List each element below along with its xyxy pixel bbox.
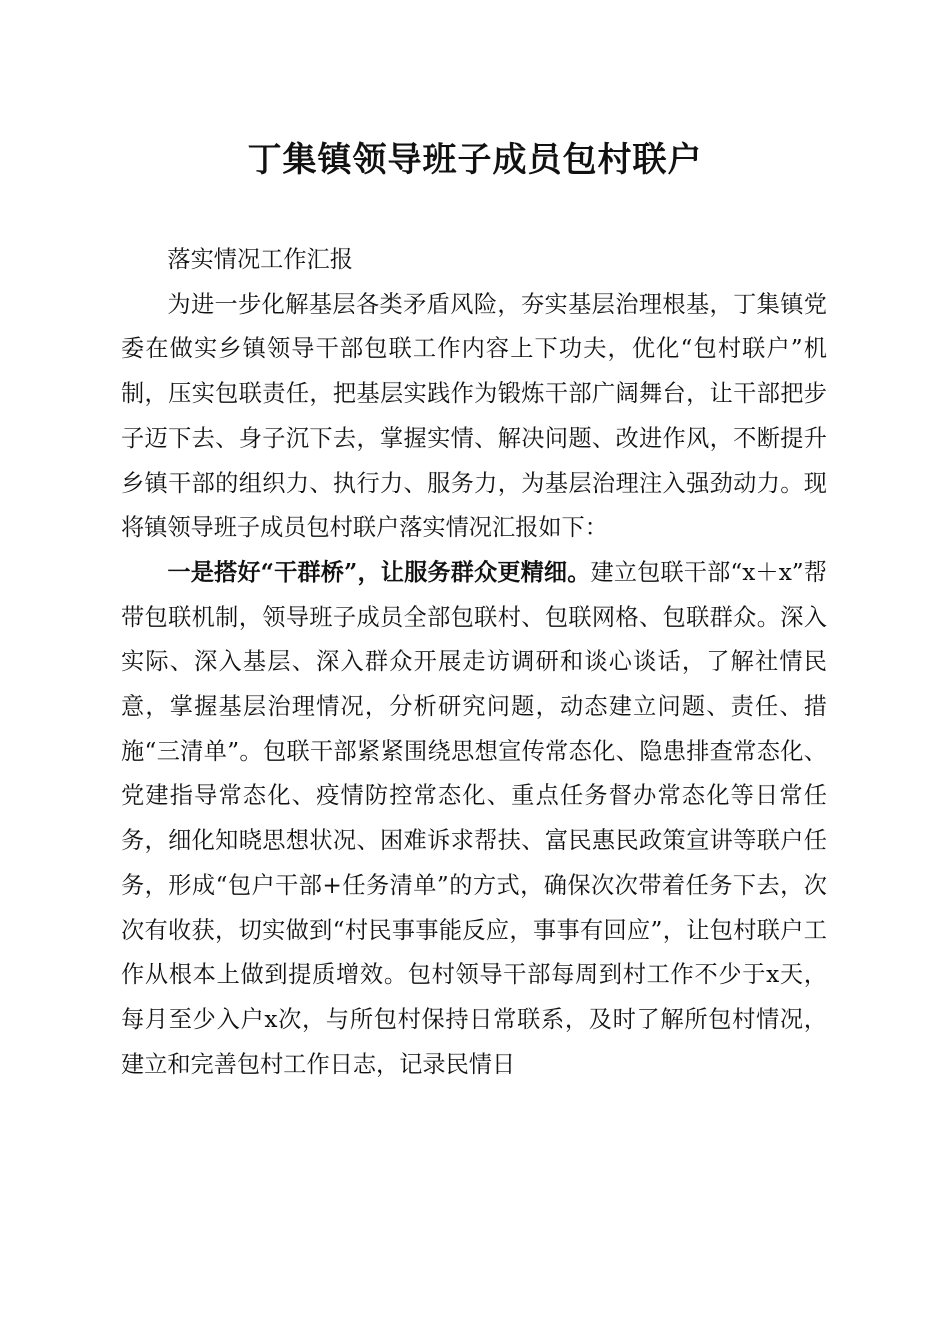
paragraph-intro: [121, 283, 827, 551]
paragraph-intro-text: 为进一步化解基层各类矛盾风险，夯实基层治理根基，丁集镇党委在做实乡镇领导干部包联工作内容上下功夫，优化“包村联户”机制，压实包联责任，把基层实践作为锻炼干部广阔舞台，让干部把步子迈下去、身子沉下去，掌握实情、解决问题、改进作风，不断提升乡镇干部的组织力、执行力、服务力，为基层治理注入强劲动力。现将镇领导班子成员包村联户落实情况汇报如下：: [121, 290, 827, 542]
document-subtitle: 落实情况工作汇报: [167, 246, 353, 273]
document-title: 丁集镇领导班子成员包村联户: [247, 140, 703, 180]
document-body: [121, 238, 827, 1087]
paragraph-point-one-text: 建立包联干部“x＋x”帮带包联机制，领导班子成员全部包联村、包联网格、包联群众。深入实际、深入基层、深入群众开展走访调研和谈心谈话，了解社情民意，掌握基层治理情况，分析研究问题，动态建立问题、责任、措施“三清单”。包联干部紧紧围绕思想宣传常态化、隐患排查常态化、党建指导常态化、疫情防控常态化、重点任务督办常态化等日常任务，细化知晓思想状况、困难诉求帮扶、富民惠民政策宣讲等联户任务，形成“包户干部+任务清单”的方式，确保次次带着任务下去，次次有收获，切实做到“村民事事能反应，事事有回应”，让包村联户工作从根本上做到提质增效。包村领导干部每周到村工作不少于x天，每月至少入户x次，与所包村保持日常联系，及时了解所包村情况，建立和完善包村工作日志，记录民情日: [121, 558, 827, 1078]
paragraph-point-one: [121, 551, 827, 1087]
paragraph-point-one-lead: 一是搭好“干群桥”，让服务群众更精细。: [167, 558, 591, 586]
